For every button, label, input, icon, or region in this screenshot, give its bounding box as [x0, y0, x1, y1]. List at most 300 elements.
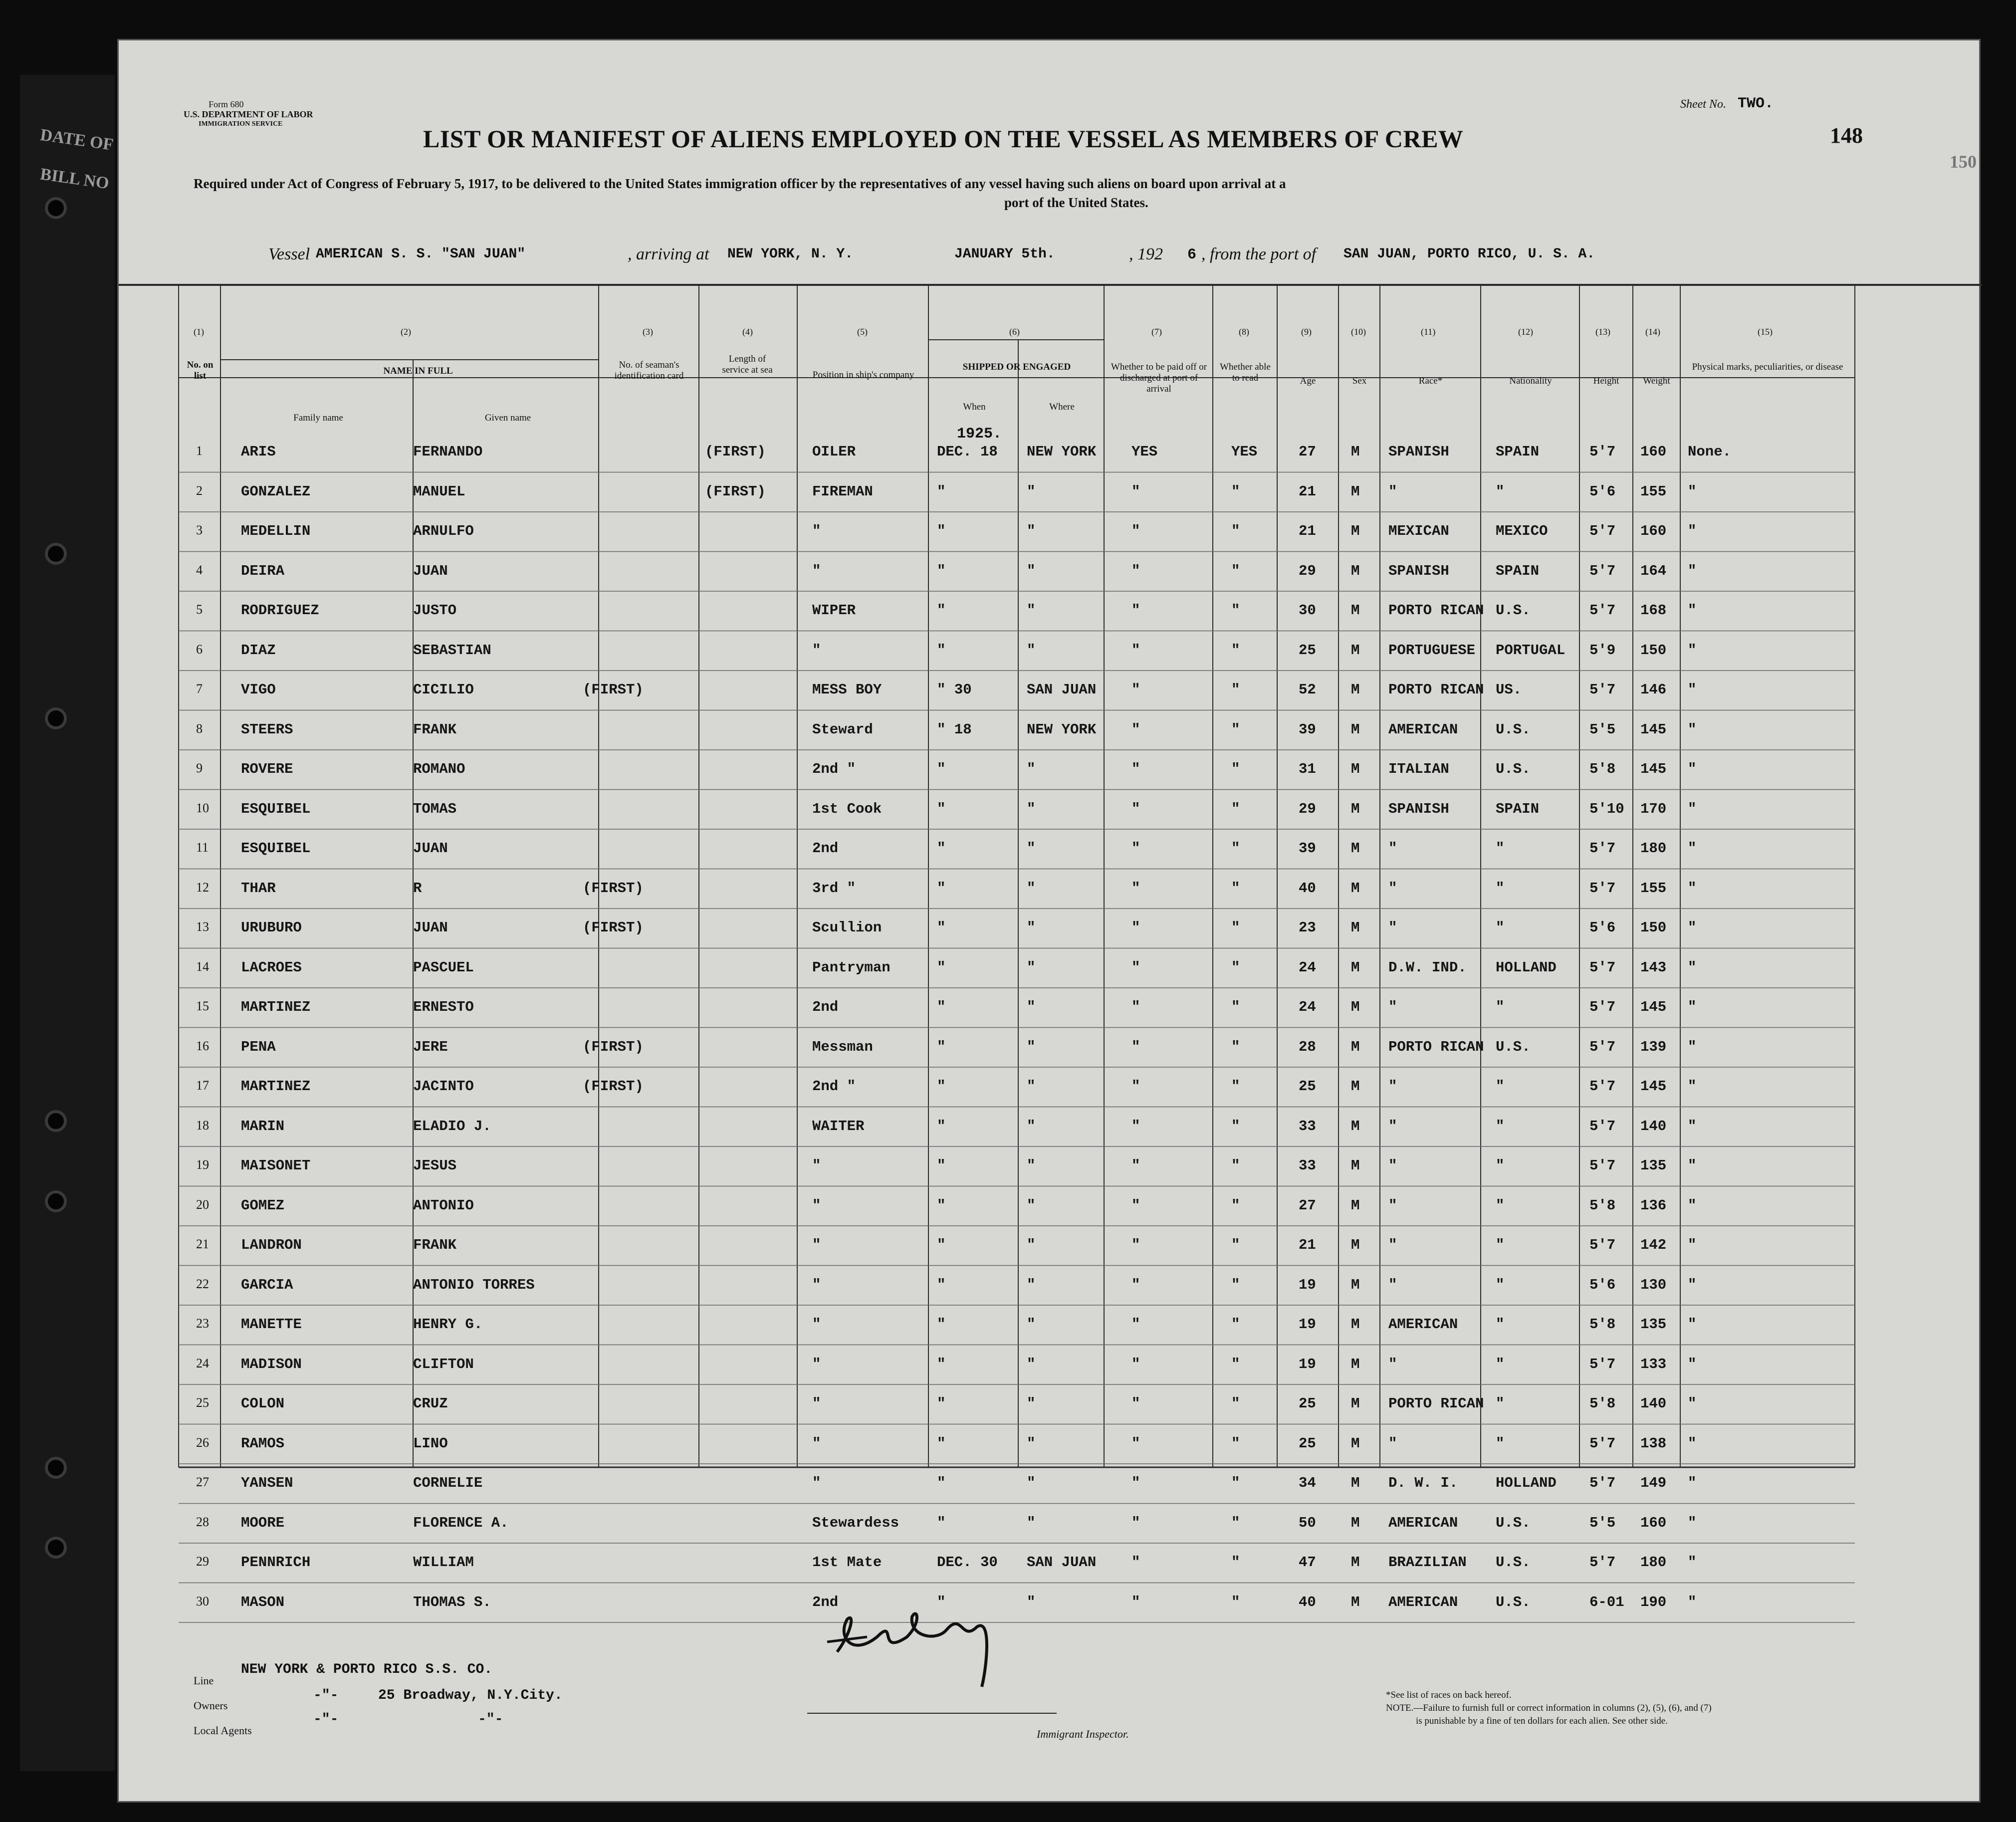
physical-marks: " — [1688, 562, 1697, 579]
row-number: 30 — [196, 1594, 209, 1608]
row-number: 28 — [196, 1514, 209, 1529]
sex: M — [1351, 1356, 1360, 1372]
nationality: " — [1496, 919, 1505, 936]
height: 5'7 — [1589, 999, 1616, 1015]
paid-off: " — [1131, 999, 1140, 1015]
sex: M — [1351, 444, 1360, 460]
age: 21 — [1299, 1237, 1316, 1253]
able-to-read: " — [1231, 840, 1240, 857]
sex: M — [1351, 800, 1360, 817]
nationality: U.S. — [1496, 602, 1531, 619]
paid-off: " — [1131, 562, 1140, 579]
table-row — [119, 1107, 1979, 1146]
sheet-value: TWO. — [1738, 95, 1774, 112]
shipped-when: " — [937, 1157, 946, 1174]
sex: M — [1351, 523, 1360, 539]
sex: M — [1351, 999, 1360, 1015]
table-row — [119, 591, 1979, 630]
given-name: CRUZ — [413, 1395, 448, 1412]
age: 31 — [1299, 761, 1316, 777]
table-row — [119, 1583, 1979, 1622]
given-name: FERNANDO — [413, 444, 483, 460]
age: 25 — [1299, 1395, 1316, 1412]
col-num: (4) — [742, 327, 753, 337]
given-name: TOMAS — [413, 800, 457, 817]
position: WAITER — [812, 1118, 865, 1135]
nationality: " — [1496, 1157, 1505, 1174]
weight: 155 — [1640, 483, 1667, 500]
sex: M — [1351, 721, 1360, 738]
height: 5'7 — [1589, 840, 1616, 857]
table-row — [119, 1266, 1979, 1305]
height: 5'5 — [1589, 1514, 1616, 1531]
given-name: JACINTO — [413, 1078, 474, 1095]
height: 5'6 — [1589, 483, 1616, 500]
physical-marks: " — [1688, 642, 1697, 659]
col-num: (1) — [194, 327, 204, 337]
paid-off: " — [1131, 761, 1140, 777]
binding-hole — [45, 543, 67, 565]
row-number: 9 — [196, 761, 203, 775]
shipped-where: " — [1027, 761, 1036, 777]
physical-marks: " — [1688, 1475, 1697, 1491]
shipped-when: " — [937, 840, 946, 857]
col-head-race: Race* — [1418, 376, 1443, 386]
height: 5'6 — [1589, 1276, 1616, 1293]
height: 5'6 — [1589, 919, 1616, 936]
col-head-height: Height — [1593, 376, 1619, 386]
shipped-where: " — [1027, 1078, 1036, 1095]
nationality: " — [1496, 1276, 1505, 1293]
age: 27 — [1299, 1197, 1316, 1214]
arriving-value: NEW YORK, N. Y. — [727, 246, 854, 262]
given-name: FRANK — [413, 1237, 457, 1253]
age: 40 — [1299, 880, 1316, 897]
shipped-when: " — [937, 483, 946, 500]
paid-off: YES — [1131, 444, 1158, 460]
row-number: 21 — [196, 1237, 209, 1251]
paid-off: " — [1131, 721, 1140, 738]
nationality: US. — [1496, 682, 1522, 698]
sex: M — [1351, 1435, 1360, 1452]
height: 5'7 — [1589, 1475, 1616, 1491]
given-name: JUAN — [413, 919, 448, 936]
position: 3rd " — [812, 880, 856, 897]
paid-off: " — [1131, 880, 1140, 897]
weight: 135 — [1640, 1157, 1667, 1174]
race: " — [1388, 1197, 1397, 1214]
physical-marks: " — [1688, 761, 1697, 777]
given-name: R — [413, 880, 422, 897]
table-row — [119, 1424, 1979, 1463]
family-name: ARIS — [241, 444, 276, 460]
row-number: 24 — [196, 1356, 209, 1370]
given-name: JESUS — [413, 1157, 457, 1174]
nationality: " — [1496, 1078, 1505, 1095]
race: AMERICAN — [1388, 1594, 1458, 1610]
position: Scullion — [812, 919, 882, 936]
row-number: 25 — [196, 1395, 209, 1410]
row-number: 6 — [196, 642, 203, 657]
weight: 145 — [1640, 999, 1667, 1015]
weight: 145 — [1640, 761, 1667, 777]
physical-marks: " — [1688, 682, 1697, 698]
table-row — [119, 710, 1979, 749]
table-row — [119, 1345, 1979, 1384]
family-name: COLON — [241, 1395, 285, 1412]
position: " — [812, 562, 821, 579]
col-head-service: Length of service at sea — [722, 354, 773, 375]
nationality: " — [1496, 1435, 1505, 1452]
able-to-read: " — [1231, 1078, 1240, 1095]
paid-off: " — [1131, 1594, 1140, 1610]
physical-marks: " — [1688, 1276, 1697, 1293]
shipped-where: " — [1027, 562, 1036, 579]
given-name: ROMANO — [413, 761, 465, 777]
paid-off: " — [1131, 1078, 1140, 1095]
height: 6-01 — [1589, 1594, 1624, 1610]
race: " — [1388, 1276, 1397, 1293]
owners-address: 25 Broadway, N.Y.City. — [378, 1688, 563, 1703]
able-to-read: " — [1231, 1118, 1240, 1135]
col-head-read: Whether able to read — [1220, 362, 1271, 383]
given-name: CICILIO — [413, 682, 474, 698]
position: OILER — [812, 444, 856, 460]
shipped-when: DEC. 30 — [937, 1554, 998, 1571]
sex: M — [1351, 1276, 1360, 1293]
shipped-where: " — [1027, 1118, 1036, 1135]
shipped-when: " — [937, 1435, 946, 1452]
race: " — [1388, 483, 1397, 500]
physical-marks: " — [1688, 959, 1697, 976]
family-name: MARTINEZ — [241, 999, 311, 1015]
race: " — [1388, 1078, 1397, 1095]
weight: 133 — [1640, 1356, 1667, 1372]
given-name: ANTONIO — [413, 1197, 474, 1214]
race: D. W. I. — [1388, 1475, 1458, 1491]
physical-marks: " — [1688, 999, 1697, 1015]
service: IMMIGRATION SERVICE — [199, 120, 283, 128]
shipped-where: " — [1027, 642, 1036, 659]
col-head-when: When — [963, 402, 986, 412]
binding-hole — [45, 1537, 67, 1559]
race: " — [1388, 840, 1397, 857]
age: 34 — [1299, 1475, 1316, 1491]
race: " — [1388, 1118, 1397, 1135]
position: " — [812, 1316, 821, 1333]
id-card: (FIRST) — [583, 682, 644, 698]
row-number: 20 — [196, 1197, 209, 1212]
race: " — [1388, 1435, 1397, 1452]
height: 5'7 — [1589, 1356, 1616, 1372]
table-row — [119, 1504, 1979, 1543]
family-name: MAISONET — [241, 1157, 311, 1174]
weight: 136 — [1640, 1197, 1667, 1214]
nationality: PORTUGAL — [1496, 642, 1566, 659]
shipped-where: " — [1027, 1435, 1036, 1452]
given-name: CORNELIE — [413, 1475, 483, 1491]
table-row — [119, 1028, 1979, 1067]
col-head-nationality: Nationality — [1509, 376, 1552, 386]
shipped-when: " — [937, 1594, 946, 1610]
race: PORTO RICAN — [1388, 682, 1484, 698]
physical-marks: " — [1688, 721, 1697, 738]
race: SPANISH — [1388, 800, 1449, 817]
shipped-where: " — [1027, 1316, 1036, 1333]
owners-label: Owners — [194, 1699, 228, 1712]
note-races: *See list of races on back hereof. — [1386, 1690, 1512, 1700]
col-num: (14) — [1645, 327, 1660, 337]
family-name: LACROES — [241, 959, 302, 976]
paid-off: " — [1131, 1118, 1140, 1135]
able-to-read: " — [1231, 523, 1240, 539]
col-head-no: No. on list — [187, 360, 214, 381]
nationality: " — [1496, 1237, 1505, 1253]
shipped-when: " — [937, 1118, 946, 1135]
position: FIREMAN — [812, 483, 873, 500]
sex: M — [1351, 1475, 1360, 1491]
physical-marks: " — [1688, 523, 1697, 539]
position: " — [812, 523, 821, 539]
sheet-label: Sheet No. — [1680, 98, 1726, 111]
able-to-read: " — [1231, 562, 1240, 579]
sex: M — [1351, 919, 1360, 936]
sex: M — [1351, 880, 1360, 897]
row-number: 11 — [196, 840, 209, 855]
family-name: MADISON — [241, 1356, 302, 1372]
paid-off: " — [1131, 642, 1140, 659]
id-card: (FIRST) — [583, 919, 644, 936]
able-to-read: " — [1231, 1435, 1240, 1452]
weight: 140 — [1640, 1395, 1667, 1412]
height: 5'9 — [1589, 642, 1616, 659]
id-card: (FIRST) — [583, 880, 644, 897]
sex: M — [1351, 1237, 1360, 1253]
age: 25 — [1299, 1435, 1316, 1452]
family-name: ESQUIBEL — [241, 800, 311, 817]
weight: 168 — [1640, 602, 1667, 619]
paid-off: " — [1131, 959, 1140, 976]
able-to-read: " — [1231, 800, 1240, 817]
paid-off: " — [1131, 1038, 1140, 1055]
age: 40 — [1299, 1594, 1316, 1610]
col-num: (13) — [1595, 327, 1610, 337]
paid-off: " — [1131, 602, 1140, 619]
sex: M — [1351, 840, 1360, 857]
given-name: JERE — [413, 1038, 448, 1055]
family-name: URUBURO — [241, 919, 302, 936]
from-port-value: SAN JUAN, PORTO RICO, U. S. A. — [1344, 246, 1595, 262]
table-row — [119, 948, 1979, 987]
family-name: GARCIA — [241, 1276, 293, 1293]
table-row — [119, 1305, 1979, 1344]
paid-off: " — [1131, 1395, 1140, 1412]
form-number: Form 680 — [209, 99, 244, 109]
able-to-read: " — [1231, 602, 1240, 619]
paid-off: " — [1131, 1554, 1140, 1571]
family-name: DIAZ — [241, 642, 276, 659]
shipped-where: " — [1027, 919, 1036, 936]
height: 5'7 — [1589, 1157, 1616, 1174]
paid-off: " — [1131, 682, 1140, 698]
position: " — [812, 1237, 821, 1253]
family-name: THAR — [241, 880, 276, 897]
col-head-weight: Weight — [1643, 376, 1670, 386]
col-head-position: Position in ship's company — [812, 370, 914, 380]
col-head-paid: Whether to be paid off or discharged at port of arrival — [1111, 362, 1207, 394]
sex: M — [1351, 483, 1360, 500]
able-to-read: " — [1231, 1356, 1240, 1372]
sex: M — [1351, 1554, 1360, 1571]
inspector-line — [807, 1713, 1057, 1714]
binding-hole — [45, 1190, 67, 1212]
given-name: JUAN — [413, 840, 448, 857]
shipped-when: " — [937, 642, 946, 659]
sex: M — [1351, 602, 1360, 619]
shipped-when: " — [937, 602, 946, 619]
weight: 190 — [1640, 1594, 1667, 1610]
weight: 145 — [1640, 1078, 1667, 1095]
note-failure-2: is punishable by a fine of ten dollars for each alien. See other side. — [1416, 1716, 1668, 1726]
family-name: DEIRA — [241, 562, 285, 579]
col-num: (15) — [1758, 327, 1773, 337]
nationality: SPAIN — [1496, 444, 1540, 460]
table-row — [119, 909, 1979, 947]
weight: 160 — [1640, 444, 1667, 460]
line-label: Line — [194, 1674, 214, 1687]
shipped-where: " — [1027, 1237, 1036, 1253]
weight: 180 — [1640, 1554, 1667, 1571]
given-name: HENRY G. — [413, 1316, 483, 1333]
height: 5'8 — [1589, 761, 1616, 777]
age: 19 — [1299, 1316, 1316, 1333]
binding-hole — [45, 197, 67, 219]
sex: M — [1351, 1594, 1360, 1610]
subtitle-line-1: Required under Act of Congress of February 5, 1917, to be delivered to the United States immigration officer by the representatives of any vessel having such aliens on board upon arrival at a — [194, 176, 1286, 191]
from-port-label: , from the port of — [1201, 245, 1317, 263]
race: " — [1388, 1356, 1397, 1372]
shipped-where: " — [1027, 1157, 1036, 1174]
table-row — [119, 552, 1979, 591]
col-num: (9) — [1301, 327, 1312, 337]
race: " — [1388, 1157, 1397, 1174]
row-number: 19 — [196, 1157, 209, 1172]
shipped-when: " — [937, 880, 946, 897]
row-number: 18 — [196, 1118, 209, 1133]
physical-marks: " — [1688, 1078, 1697, 1095]
shipped-where: " — [1027, 523, 1036, 539]
given-name: FRANK — [413, 721, 457, 738]
shipped-when: " — [937, 562, 946, 579]
col-head-physical: Physical marks, peculiarities, or disease — [1692, 362, 1843, 372]
physical-marks: " — [1688, 1157, 1697, 1174]
shipped-where: " — [1027, 880, 1036, 897]
height: 5'8 — [1589, 1316, 1616, 1333]
position: " — [812, 1356, 821, 1372]
family-name: GOMEZ — [241, 1197, 285, 1214]
weight: 164 — [1640, 562, 1667, 579]
position: " — [812, 1475, 821, 1491]
weight: 143 — [1640, 959, 1667, 976]
shipped-when: " — [937, 1514, 946, 1531]
position: 2nd — [812, 840, 839, 857]
able-to-read: " — [1231, 1475, 1240, 1491]
agents-value: -"- — [313, 1712, 339, 1727]
height: 5'8 — [1589, 1197, 1616, 1214]
race: BRAZILIAN — [1388, 1554, 1467, 1571]
sex: M — [1351, 642, 1360, 659]
inspector-label: Immigrant Inspector. — [1037, 1728, 1129, 1740]
age: 33 — [1299, 1157, 1316, 1174]
table-row — [119, 790, 1979, 829]
row-number: 16 — [196, 1038, 209, 1053]
service-length: (FIRST) — [705, 444, 766, 460]
nationality: U.S. — [1496, 721, 1531, 738]
weight: 155 — [1640, 880, 1667, 897]
nationality: " — [1496, 483, 1505, 500]
sex: M — [1351, 1157, 1360, 1174]
shipped-where: NEW YORK — [1027, 444, 1097, 460]
row-number: 17 — [196, 1078, 209, 1093]
height: 5'7 — [1589, 1554, 1616, 1571]
shipped-where: " — [1027, 1038, 1036, 1055]
age: 25 — [1299, 1078, 1316, 1095]
arriving-label: , arriving at — [628, 245, 709, 263]
col-head-family: Family name — [293, 413, 343, 423]
shipped-when: " — [937, 1356, 946, 1372]
position: " — [812, 1276, 821, 1293]
sex: M — [1351, 562, 1360, 579]
nationality: SPAIN — [1496, 800, 1540, 817]
table-row — [119, 1543, 1979, 1582]
able-to-read: " — [1231, 721, 1240, 738]
given-name: JUAN — [413, 562, 448, 579]
shipped-when: " — [937, 959, 946, 976]
note-failure-1: NOTE.—Failure to furnish full or correct information in columns (2), (5), (6), and (7) — [1386, 1703, 1712, 1713]
family-name: GONZALEZ — [241, 483, 311, 500]
given-name: WILLIAM — [413, 1554, 474, 1571]
able-to-read: " — [1231, 761, 1240, 777]
table-row — [119, 1146, 1979, 1185]
physical-marks: " — [1688, 1514, 1697, 1531]
table-row — [119, 1384, 1979, 1423]
paid-off: " — [1131, 919, 1140, 936]
shipped-when: " — [937, 1316, 946, 1333]
row-number: 2 — [196, 483, 203, 498]
height: 5'7 — [1589, 880, 1616, 897]
race: PORTO RICAN — [1388, 1395, 1484, 1412]
physical-marks: " — [1688, 1038, 1697, 1055]
age: 33 — [1299, 1118, 1316, 1135]
year-digit: 6 — [1187, 246, 1197, 263]
sex: M — [1351, 761, 1360, 777]
race: SPANISH — [1388, 562, 1449, 579]
shipped-where: NEW YORK — [1027, 721, 1097, 738]
shipped-where: SAN JUAN — [1027, 1554, 1097, 1571]
shipped-where: " — [1027, 1197, 1036, 1214]
able-to-read: " — [1231, 483, 1240, 500]
family-name: MOORE — [241, 1514, 285, 1531]
race: " — [1388, 919, 1397, 936]
age: 39 — [1299, 840, 1316, 857]
physical-marks: " — [1688, 919, 1697, 936]
position: 2nd — [812, 1594, 839, 1610]
shipped-when: DEC. 18 — [937, 444, 998, 460]
row-number: 13 — [196, 919, 209, 934]
nationality: " — [1496, 1118, 1505, 1135]
shipped-when: " — [937, 800, 946, 817]
table-row — [119, 1186, 1979, 1225]
